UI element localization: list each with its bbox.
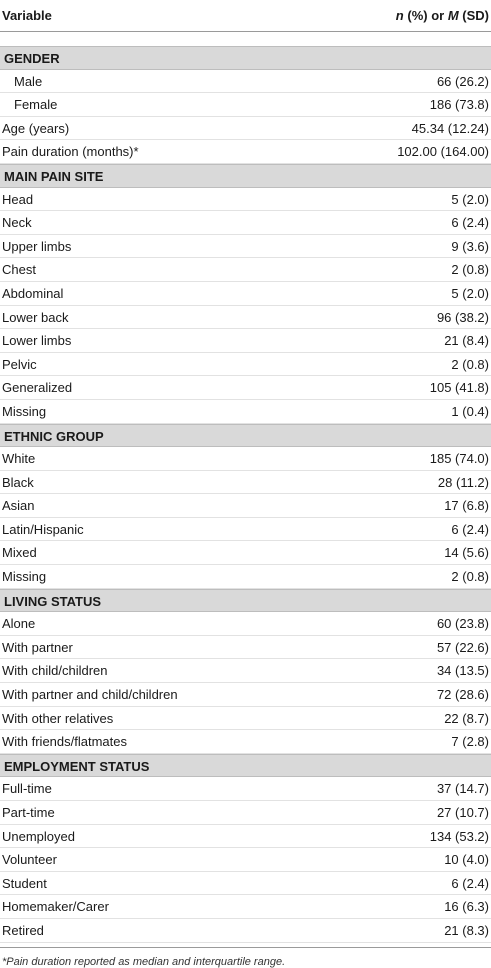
row-label: Student (2, 875, 47, 891)
section-title: EMPLOYMENT STATUS (4, 758, 150, 774)
table-row (0, 188, 491, 212)
row-label: Unemployed (2, 828, 75, 844)
header-m: M (447, 8, 459, 23)
row-value: 5 (2.0) (451, 191, 489, 207)
row-label: Chest (2, 262, 36, 278)
table-row (0, 518, 491, 542)
row-value: 14 (5.6) (444, 545, 489, 561)
table-row (0, 777, 491, 801)
table-row (0, 93, 491, 117)
section-title: ETHNIC GROUP (4, 428, 104, 444)
table-row (0, 683, 491, 707)
table-row (0, 541, 491, 565)
ethnic-group-rows (0, 447, 491, 589)
row-value: 6 (2.4) (451, 521, 489, 537)
table-row (0, 919, 491, 943)
row-value: 6 (2.4) (451, 875, 489, 891)
table-row (0, 258, 491, 282)
table-row (0, 376, 491, 400)
row-value: 28 (11.2) (437, 474, 489, 490)
row-label: Missing (2, 403, 47, 419)
section-title: GENDER (4, 51, 60, 66)
table-row (0, 353, 491, 377)
table-row (0, 801, 491, 825)
row-label: With partner and child/children (2, 687, 178, 703)
table-row (0, 659, 491, 683)
row-label: Generalized (2, 380, 73, 396)
row-label: Alone (2, 616, 36, 632)
row-value: 21 (8.3) (444, 922, 489, 938)
row-value: 2 (0.8) (451, 262, 489, 278)
table-row (0, 329, 491, 353)
section-main-pain-site (0, 164, 491, 188)
table-row (0, 140, 491, 164)
header-stat-end: (SD) (458, 8, 489, 23)
row-label: Latin/Hispanic (2, 521, 84, 537)
row-value: 7 (2.8) (451, 734, 489, 750)
table-row (0, 848, 491, 872)
row-label: With friends/flatmates (2, 734, 127, 750)
table-row (0, 612, 491, 636)
row-label: Abdominal (2, 285, 64, 301)
row-label: Black (2, 474, 34, 490)
row-label: White (2, 451, 36, 467)
row-label: Volunteer (2, 852, 57, 868)
table-row (0, 825, 491, 849)
row-value: 27 (10.7) (436, 805, 489, 820)
row-value: 2 (0.8) (451, 356, 489, 372)
row-value: 1 (0.4) (451, 403, 489, 419)
row-value: 34 (13.5) (436, 663, 489, 679)
row-label: Homemaker/Carer (2, 899, 109, 915)
section-title: LIVING STATUS (4, 593, 102, 609)
row-value: 134 (53.2) (429, 828, 489, 844)
row-value: 185 (74.0) (429, 451, 489, 467)
row-label: Pelvic (2, 356, 37, 372)
section-gender (0, 46, 491, 70)
table-row (0, 306, 491, 330)
table-row (0, 400, 491, 424)
row-label: Female (14, 97, 58, 113)
row-label: Upper limbs (2, 238, 72, 254)
row-label: Part-time (2, 805, 55, 820)
row-value: 5 (2.0) (451, 285, 489, 301)
row-value: 17 (6.8) (444, 498, 489, 514)
table-row (0, 565, 491, 589)
row-label: Retired (2, 922, 44, 938)
row-value: 72 (28.6) (436, 687, 489, 703)
row-label: With partner (2, 639, 73, 655)
table-row (0, 447, 491, 471)
row-label: With other relatives (2, 710, 114, 726)
gender-rows (0, 70, 491, 164)
table-row (0, 235, 491, 259)
table-footnote: *Pain duration reported as median and interquartile range. (0, 947, 491, 968)
table-row (0, 872, 491, 896)
row-value: 37 (14.7) (436, 781, 489, 797)
row-value: 6 (2.4) (451, 215, 489, 231)
row-label: Neck (2, 215, 32, 231)
row-label: Age (years) (2, 120, 70, 136)
row-value: 21 (8.4) (444, 333, 489, 349)
row-label: Lower limbs (2, 333, 72, 349)
row-value: 66 (26.2) (436, 73, 489, 89)
table-row (0, 895, 491, 919)
header-variable: Variable (2, 8, 52, 23)
row-value: 45.34 (12.24) (411, 120, 489, 136)
employment-status-rows (0, 777, 491, 942)
row-value: 102.00 (164.00) (397, 144, 489, 160)
table-row (0, 707, 491, 731)
row-label: Head (2, 191, 34, 207)
row-value: 10 (4.0) (444, 852, 489, 868)
table-header (0, 0, 491, 32)
main-pain-site-rows (0, 188, 491, 424)
section-employment-status (0, 754, 491, 778)
table-row (0, 70, 491, 94)
header-spacer (0, 32, 491, 46)
table-row (0, 471, 491, 495)
header-stat-mid: (%) or (403, 8, 448, 23)
section-title: MAIN PAIN SITE (4, 168, 104, 184)
row-value: 105 (41.8) (429, 380, 489, 396)
row-label: With child/children (2, 663, 108, 679)
table-row (0, 211, 491, 235)
living-status-rows (0, 612, 491, 754)
row-value: 96 (38.2) (436, 309, 489, 325)
section-living-status (0, 589, 491, 613)
row-value: 186 (73.8) (429, 97, 489, 113)
table-row (0, 730, 491, 754)
header-n: n (395, 8, 404, 23)
row-value: 57 (22.6) (436, 639, 489, 655)
table-row (0, 636, 491, 660)
table-row (0, 282, 491, 306)
row-value: 16 (6.3) (444, 899, 489, 915)
row-label: Lower back (2, 309, 69, 325)
row-label: Male (14, 73, 43, 89)
section-ethnic-group (0, 424, 491, 448)
row-value: 2 (0.8) (451, 569, 489, 585)
row-label: Asian (2, 498, 35, 514)
table-row (0, 117, 491, 141)
row-value: 60 (23.8) (436, 616, 489, 632)
row-value: 9 (3.6) (451, 238, 489, 254)
row-label: Full-time (2, 781, 52, 797)
row-label: Pain duration (months)* (2, 144, 139, 160)
header-statistic (396, 0, 489, 32)
row-value: 22 (8.7) (444, 710, 489, 726)
row-label: Mixed (2, 545, 37, 561)
row-label: Missing (2, 569, 47, 585)
table-row (0, 494, 491, 518)
